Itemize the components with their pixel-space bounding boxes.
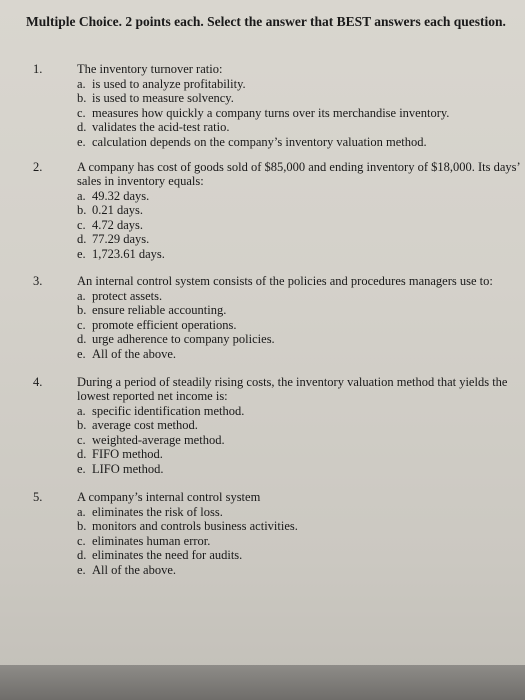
option-text: All of the above. xyxy=(92,346,177,361)
question-number: 2. xyxy=(33,160,43,174)
option-e xyxy=(77,247,165,261)
option-list xyxy=(77,77,449,149)
option-letter: b. xyxy=(77,203,87,218)
option-letter: c. xyxy=(77,432,86,447)
option-b xyxy=(77,91,449,105)
option-text: eliminates the risk of loss. xyxy=(92,505,223,519)
option-c xyxy=(77,218,165,232)
option-text: FIFO method. xyxy=(92,447,163,462)
option-d xyxy=(77,548,298,562)
option-text: LIFO method. xyxy=(92,461,164,476)
option-letter: e. xyxy=(77,346,86,361)
option-letter: e. xyxy=(77,461,86,476)
option-text: 49.32 days. xyxy=(92,189,150,203)
option-text: All of the above. xyxy=(92,562,177,577)
option-list xyxy=(77,289,275,361)
option-c xyxy=(77,534,298,548)
bottom-shadow-strip xyxy=(0,665,525,700)
option-text: measures how quickly a company turns over its merchandise inventory. xyxy=(92,105,450,120)
option-e xyxy=(77,563,298,577)
option-letter: c. xyxy=(77,105,86,120)
option-text: 77.29 days. xyxy=(92,232,150,247)
option-a xyxy=(77,404,244,418)
option-text: ensure reliable accounting. xyxy=(92,303,227,318)
question-text: An internal control system consists of the policies and procedures managers use to: xyxy=(77,274,493,288)
option-letter: b. xyxy=(77,303,87,318)
option-a xyxy=(77,289,275,303)
option-letter: b. xyxy=(77,418,87,433)
option-text: eliminates the need for audits. xyxy=(92,548,243,563)
option-letter: d. xyxy=(77,120,87,135)
option-text: urge adherence to company policies. xyxy=(92,332,275,347)
option-text: protect assets. xyxy=(92,289,163,303)
question-number: 5. xyxy=(33,490,43,504)
question-number: 3. xyxy=(33,274,43,288)
option-letter: b. xyxy=(77,91,87,106)
option-d xyxy=(77,120,449,134)
option-d xyxy=(77,447,244,461)
option-letter: a. xyxy=(77,289,86,303)
option-text: average cost method. xyxy=(92,418,198,433)
option-letter: a. xyxy=(77,505,86,519)
option-letter: d. xyxy=(77,548,87,563)
question-text: A company’s internal control system xyxy=(77,490,261,504)
option-c xyxy=(77,106,449,120)
option-letter: e. xyxy=(77,562,86,577)
option-e xyxy=(77,462,244,476)
option-letter: d. xyxy=(77,232,87,247)
option-a xyxy=(77,189,165,203)
option-letter: e. xyxy=(77,246,86,261)
question-text: A company has cost of goods sold of $85,000 and ending inventory of $18,000. Its days’ sales in inventory equals: xyxy=(77,160,520,189)
option-text: monitors and controls business activities. xyxy=(92,519,298,534)
option-text: specific identification method. xyxy=(92,404,245,418)
option-text: calculation depends on the company’s inventory valuation method. xyxy=(92,134,427,149)
question-text: The inventory turnover ratio: xyxy=(77,62,223,76)
option-a xyxy=(77,77,449,91)
option-text: 4.72 days. xyxy=(92,217,144,232)
option-d xyxy=(77,232,165,246)
option-b xyxy=(77,418,244,432)
option-letter: c. xyxy=(77,533,86,548)
option-letter: a. xyxy=(77,77,86,91)
option-letter: c. xyxy=(77,317,86,332)
option-text: weighted-average method. xyxy=(92,432,225,447)
option-e xyxy=(77,347,275,361)
option-list xyxy=(77,404,244,476)
option-letter: a. xyxy=(77,404,86,418)
instructions-header: Multiple Choice. 2 points each. Select the answer that BEST answers each question. xyxy=(26,14,506,29)
option-text: promote efficient operations. xyxy=(92,317,237,332)
question-text: During a period of steadily rising costs, the inventory valuation method that yields the lowest reported net income is: xyxy=(77,375,508,404)
option-letter: b. xyxy=(77,519,87,534)
option-e xyxy=(77,135,449,149)
question-number: 4. xyxy=(33,375,43,389)
option-text: 0.21 days. xyxy=(92,203,144,218)
option-list xyxy=(77,189,165,261)
option-text: is used to measure solvency. xyxy=(92,91,234,106)
option-letter: e. xyxy=(77,134,86,149)
option-b xyxy=(77,303,275,317)
option-c xyxy=(77,318,275,332)
option-a xyxy=(77,505,298,519)
option-letter: d. xyxy=(77,332,87,347)
option-list xyxy=(77,505,298,577)
option-d xyxy=(77,332,275,346)
option-letter: a. xyxy=(77,189,86,203)
option-letter: d. xyxy=(77,447,87,462)
option-b xyxy=(77,203,165,217)
option-text: eliminates human error. xyxy=(92,533,211,548)
option-b xyxy=(77,519,298,533)
option-text: is used to analyze profitability. xyxy=(92,77,246,91)
option-letter: c. xyxy=(77,217,86,232)
question-number: 1. xyxy=(33,62,43,76)
option-text: validates the acid-test ratio. xyxy=(92,120,230,135)
option-c xyxy=(77,433,244,447)
option-text: 1,723.61 days. xyxy=(92,246,165,261)
